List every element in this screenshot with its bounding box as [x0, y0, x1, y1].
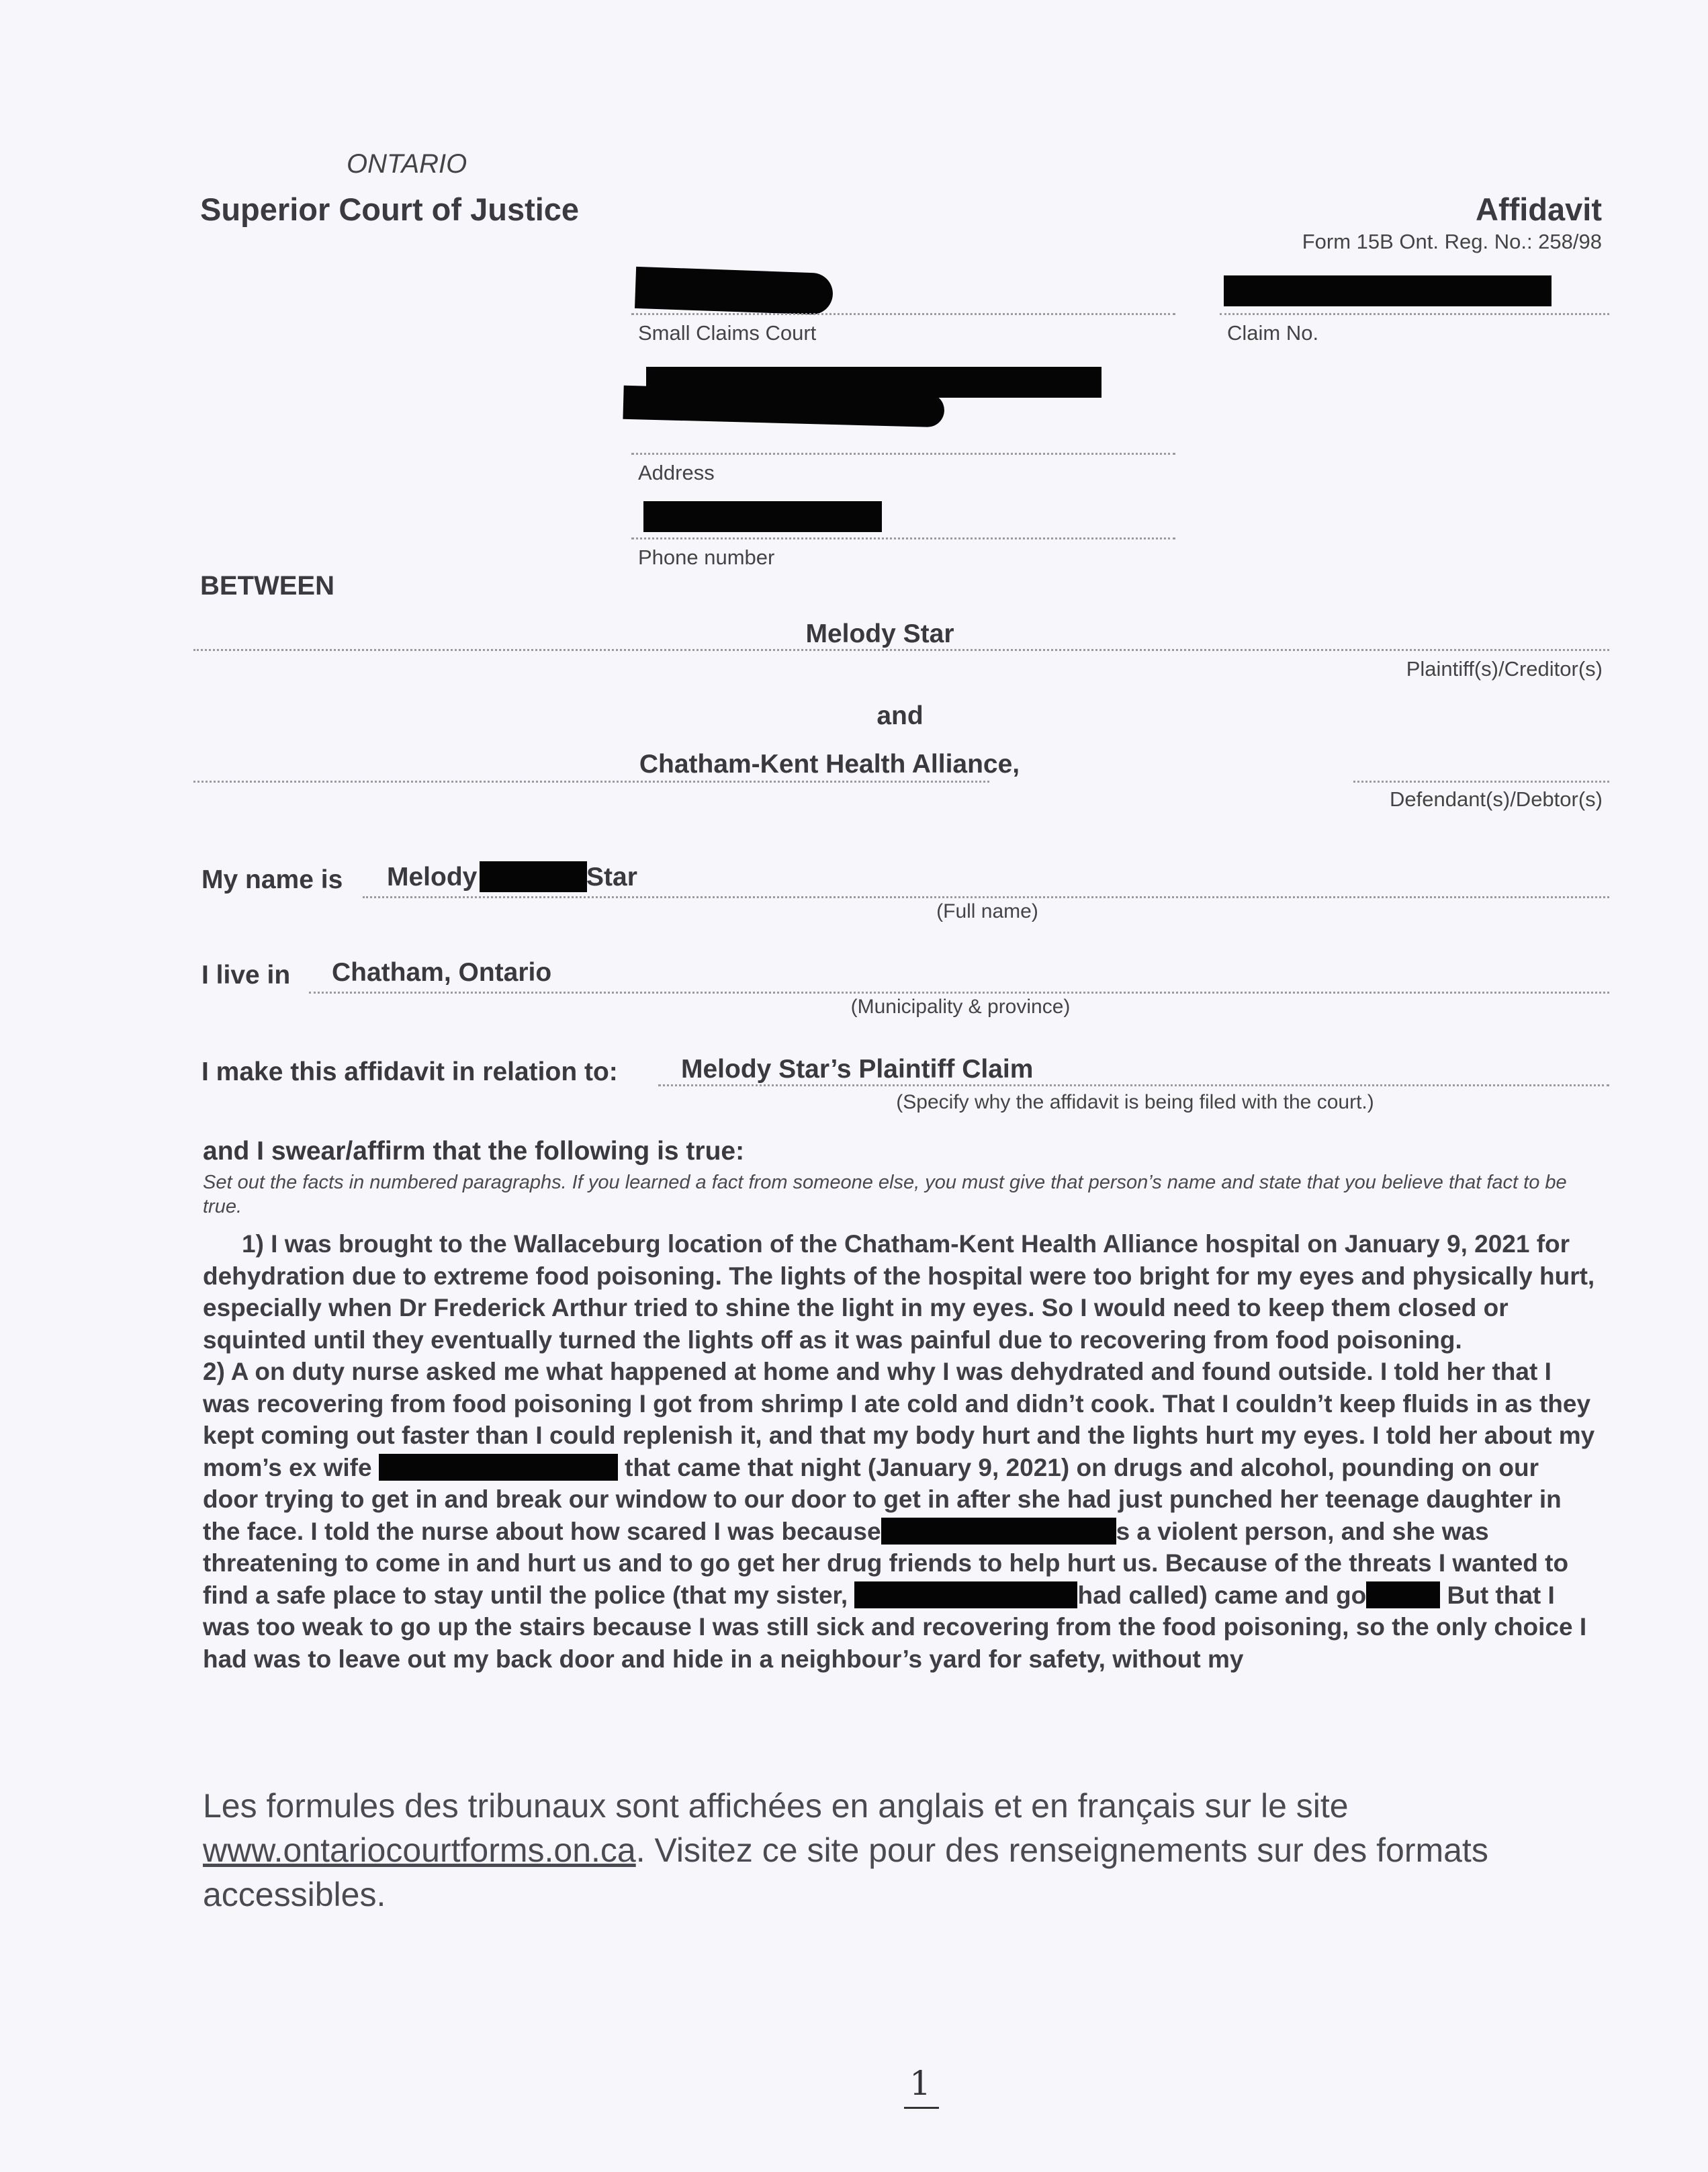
court-label: Small Claims Court	[638, 321, 817, 345]
paragraph-1: 1) I was brought to the Wallaceburg location of the Chatham-Kent Health Alliance hospital on January 9, 2021 for dehydration due to extreme food poisoning. The lights of the hospital were too bright for my eyes and physically hurt, especially when Dr Frederick Arthur tried to shine the light in my eyes. So I would need to keep them closed or squinted until they eventually turned the lights off as it was painful due to recovering from food poisoning.	[203, 1230, 1595, 1354]
court-forms-link[interactable]: www.ontariocourtforms.on.ca	[203, 1831, 636, 1869]
address-rule	[631, 453, 1175, 455]
redacted-claim-number	[1224, 275, 1552, 306]
name-first: Melody	[387, 863, 478, 892]
paragraph-2	[203, 1356, 1600, 1675]
name-label: My name is	[201, 865, 343, 894]
province-label: ONTARIO	[347, 149, 467, 179]
page-number: 1	[909, 2064, 931, 2103]
paragraph-2-part-e: But that I was too weak to go up the stairs because I was still sick and recovering from the food poisoning, so the only choice I had was to leave out my back door and hide in a neighbour’s yard for safety, without my	[203, 1581, 1587, 1673]
municipality-rule	[309, 992, 1609, 994]
redacted-phone-number	[643, 501, 882, 532]
redacted-word	[1366, 1581, 1440, 1608]
phone-label: Phone number	[638, 546, 775, 569]
court-rule	[631, 313, 1175, 315]
redacted-ex-wife-name	[379, 1454, 618, 1481]
claim-rule	[1220, 313, 1609, 315]
defendant-role: Defendant(s)/Debtor(s)	[1389, 787, 1603, 811]
municipality-caption: (Municipality & province)	[850, 996, 1071, 1018]
form-number: Form 15B Ont. Reg. No.: 258/98	[1302, 230, 1602, 253]
relation-value: Melody Star’s Plaintiff Claim	[681, 1055, 1034, 1084]
name-last: Star	[586, 863, 637, 892]
phone-rule	[631, 537, 1175, 539]
paragraph-2-part-d: had called) came and go	[1077, 1581, 1367, 1609]
live-label: I live in	[201, 961, 291, 990]
claim-no-label: Claim No.	[1227, 321, 1319, 345]
defendant-rule-right	[1353, 781, 1609, 783]
address-label: Address	[638, 461, 715, 484]
paragraph-2-part-c: s a violent person, and she was threatening to come in and hurt us and to go get her drug friends to help hurt us. Because of the threats I wanted to find a safe place to stay until the police (that my sister,	[203, 1517, 1569, 1609]
relation-caption: (Specify why the affidavit is being filed with the court.)	[896, 1091, 1374, 1113]
paragraph-2-part-b: that came that night (January 9, 2021) on drugs and alcohol, pounding on our door trying to get in and break our window to our door to get in after she had just punched her teenage daughter in the face. I told the nurse about how scared I was because	[203, 1453, 1562, 1545]
relation-label: I make this affidavit in relation to:	[201, 1057, 618, 1086]
numbered-facts	[203, 1228, 1600, 1675]
french-notice	[203, 1784, 1613, 1917]
plaintiff-name: Melody Star	[805, 619, 954, 648]
relation-rule	[658, 1084, 1609, 1086]
defendant-rule-left	[193, 781, 989, 783]
plaintiff-role: Plaintiff(s)/Creditor(s)	[1406, 657, 1603, 681]
redacted-middle-name	[480, 861, 587, 892]
municipality-value: Chatham, Ontario	[332, 958, 552, 987]
redacted-person-name	[881, 1518, 1116, 1545]
facts-instructions: Set out the facts in numbered paragraphs. If you learned a fact from someone else, you must give that person’s name and state that you believe that fact to be true.	[203, 1172, 1567, 1217]
and-label: and	[877, 701, 924, 730]
redacted-court-location	[635, 267, 834, 315]
french-notice-part-a: Les formules des tribunaux sont affichées en anglais et en français sur le site	[203, 1787, 1349, 1825]
name-caption: (Full name)	[936, 900, 1038, 922]
paragraph-2-part-a: 2) A on duty nurse asked me what happened at home and why I was dehydrated and found outside. I told her that I was recovering from food poisoning I got from shrimp I ate cold and didn’t cook. That I couldn’t keep fluids in as they kept coming out faster than I could replenish it, and that my body hurt and the lights hurt my eyes. I told her about my mom’s ex wife	[203, 1358, 1595, 1481]
swear-heading: and I swear/affirm that the following is true:	[203, 1137, 745, 1166]
plaintiff-rule	[193, 649, 1609, 651]
court-name: Superior Court of Justice	[200, 191, 580, 227]
form-title: Affidavit	[1476, 191, 1602, 227]
name-rule	[363, 896, 1609, 898]
redacted-sister-name	[854, 1581, 1077, 1608]
between-label: BETWEEN	[200, 571, 334, 601]
page-number-underline	[904, 2107, 939, 2109]
french-notice-part-b: . Visitez ce site pour des renseignements sur des formats accessibles.	[203, 1831, 1488, 1913]
defendant-name: Chatham-Kent Health Alliance,	[639, 750, 1020, 779]
